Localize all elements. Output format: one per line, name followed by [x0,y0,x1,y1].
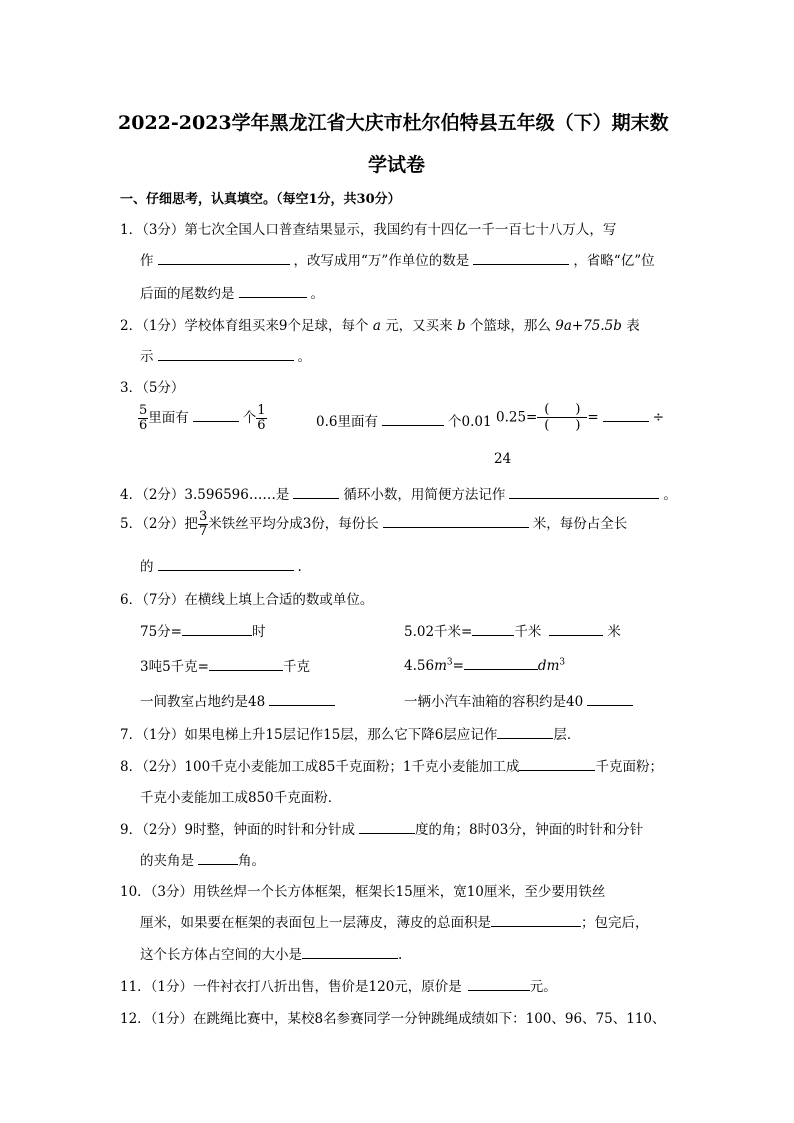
question-6-row-3a [140,690,339,710]
q8-text: 8．（2分）100千克小麦能加工成85千克面粉；1千克小麦能加工成 [120,759,520,775]
question-6-row-1b [404,620,621,640]
q1-text: ，省略“亿”位 [573,253,655,269]
exponent: 3 [446,657,453,668]
q3-text: 个0.01 [447,414,492,430]
question-2-line-2 [140,345,311,365]
answer-blank[interactable] [182,621,252,636]
question-1-line-2 [140,249,655,269]
q1-text: 。 [310,286,324,302]
question-11 [120,975,557,995]
answer-blank[interactable] [158,556,294,571]
question-9-line-2 [140,849,265,869]
q4-text: 4．（2分）3.596596……是 [120,487,290,503]
answer-blank[interactable] [464,655,538,670]
q3-text: 个 [242,410,257,426]
answer-blank[interactable] [519,756,595,771]
q5-text: 米铁丝平均分成3份，每份长 [208,516,379,532]
question-1-line-1 [120,218,616,238]
question-3-row [138,404,267,433]
unit-m: m [434,658,447,674]
q10-text: ；包完后， [581,915,649,931]
unit-dm: dm [537,658,560,674]
q10-text: 这个长方体占空间的大小是 [140,947,302,963]
q5-text: 的 [140,559,154,575]
q3-text: = [587,409,599,426]
question-3-wrap: 24 [494,451,512,467]
answer-blank[interactable] [198,850,238,865]
q6-text: = [452,658,464,674]
q11-text: 元。 [529,979,557,995]
answer-blank[interactable] [468,976,530,991]
answer-blank[interactable] [587,691,633,706]
title-line-1: 2022-2023学年黑龙江省大庆市杜尔伯特县五年级（下）期末数 [118,112,669,134]
answer-blank[interactable] [293,484,339,499]
question-4 [120,483,677,503]
question-6-row-2a [140,655,310,675]
question-10-line-2 [140,911,649,931]
q6-text: 千米 [514,624,542,640]
q1-text: ，改写成用“万”作单位的数是 [293,253,470,269]
question-8-line-2: 千克小麦能加工成850千克面粉． [140,790,342,806]
question-3-part-2 [316,410,492,430]
answer-blank[interactable] [509,484,659,499]
q4-text: 。 [663,487,677,503]
q7-text: 7．（1分）如果电梯上升15层记作15层，那么它下降6层应记作 [120,727,498,743]
q3-text: 0.6里面有 [316,414,378,430]
question-2-line-1 [120,314,640,334]
section-header: 一、仔细思考，认真填空。（每空1分，共30分） [120,192,401,207]
q2-text: 。 [297,349,311,365]
question-6-row-1a [140,620,266,640]
fraction-3-7: $\frac{3}{7}$ [198,509,208,539]
q5-text: 米，每份占全长 [532,516,628,532]
answer-blank[interactable] [549,621,603,636]
q6-text: 5.02千米= [404,624,473,640]
q3-text: ÷ [652,409,664,426]
q2-text: 示 [140,349,154,365]
question-6-row-3b [404,690,637,710]
exponent: 3 [559,657,566,668]
q1-text: 后面的尾数约是 [140,286,235,302]
question-3-part-3 [496,402,664,433]
question-9-line-1 [120,818,643,838]
q9-text: 角。 [238,853,265,869]
q11-text: 11．（1分）一件衬衣打八折出售，售价是120元，原价是 [120,979,462,995]
expression: 9a+75.5b [555,318,622,334]
q1-text: 作 [140,253,154,269]
q6-text: 一辆小汽车油箱的容积约是40 [404,694,584,710]
answer-blank[interactable] [239,283,307,298]
q2-text: 2．（1分）学校体育组买来9个足球，每个 [120,318,369,334]
question-3-head: 3．（5分） [120,380,185,396]
q6-text: 千克 [283,659,310,675]
q2-text: 个篮球，那么 [469,318,551,334]
question-7 [120,723,580,743]
answer-blank[interactable] [158,250,290,265]
q8-text: 千克面粉； [595,759,663,775]
question-6-row-2b [404,655,565,674]
q3-text: 里面有 [148,410,189,426]
answer-blank[interactable] [302,944,398,959]
answer-blank[interactable] [359,819,415,834]
q9-text: 的夹角是 [140,853,194,869]
answer-blank[interactable] [209,656,283,671]
question-5-line-2 [140,555,302,575]
question-12: 12．（1分）在跳绳比赛中，某校8名参赛同学一分钟跳绳成绩如下：100、96、75、110、 [120,1011,666,1027]
answer-blank[interactable] [158,346,294,361]
q6-text: 米 [607,624,621,640]
q10-text: 厘米，如果要在框架的表面包上一层薄皮，薄皮的总面积是 [140,915,491,931]
fraction-1-6: $\frac{1}{6}$ [257,403,266,433]
fraction-5-6: $\frac{5}{6}$ [139,403,148,433]
question-1-line-3 [140,282,324,302]
answer-blank[interactable] [473,250,569,265]
variable-a: a [372,318,381,334]
q6-text: 4.56 [404,658,435,674]
answer-blank[interactable] [269,691,335,706]
q6-text: 75分= [140,624,182,640]
q6-text: 时 [252,624,266,640]
question-10-line-1: 10．（3分）用铁丝焊一个长方体框架，框架长15厘米，宽10厘米，至少要用铁丝 [120,884,606,900]
q10-text: . [398,947,403,963]
q5-text: 5．（2分）把 [120,516,198,532]
answer-blank[interactable] [193,407,239,422]
answer-blank[interactable] [491,912,581,927]
q2-text: 表 [626,318,640,334]
answer-blank[interactable] [383,513,529,528]
q6-text: 3吨5千克= [140,659,209,675]
question-6-head: 6．（7分）在横线上填上合适的数或单位。 [120,592,374,608]
paren-fraction[interactable]: $\frac{( )}{( )}$ [537,402,587,433]
question-5-line-1 [120,510,627,539]
q9-text: 度的角；8时03分，钟面的时针和分针 [415,822,644,838]
question-10-line-3 [140,943,402,963]
q4-text: 循环小数，用简便方法记作 [343,487,506,503]
q9-text: 9．（2分）9时整，钟面的时针和分针成 [120,822,356,838]
q6-text: 一间教室占地约是48 [140,694,266,710]
answer-blank[interactable] [382,411,444,426]
q2-text: 元，又买来 [385,318,453,334]
q3-text: 0.25= [496,409,538,426]
answer-blank[interactable] [472,621,514,636]
variable-b: b [456,318,466,334]
q7-text: 层． [553,727,581,743]
q5-text: . [297,559,302,575]
title-line-2: 学试卷 [368,154,426,176]
answer-blank[interactable] [497,724,553,739]
question-8-line-1 [120,755,663,775]
q1-text: 1．（3分）第七次全国人口普查结果显示，我国约有十四亿一千一百七十八万人，写 [120,222,617,238]
answer-blank[interactable] [603,407,649,422]
